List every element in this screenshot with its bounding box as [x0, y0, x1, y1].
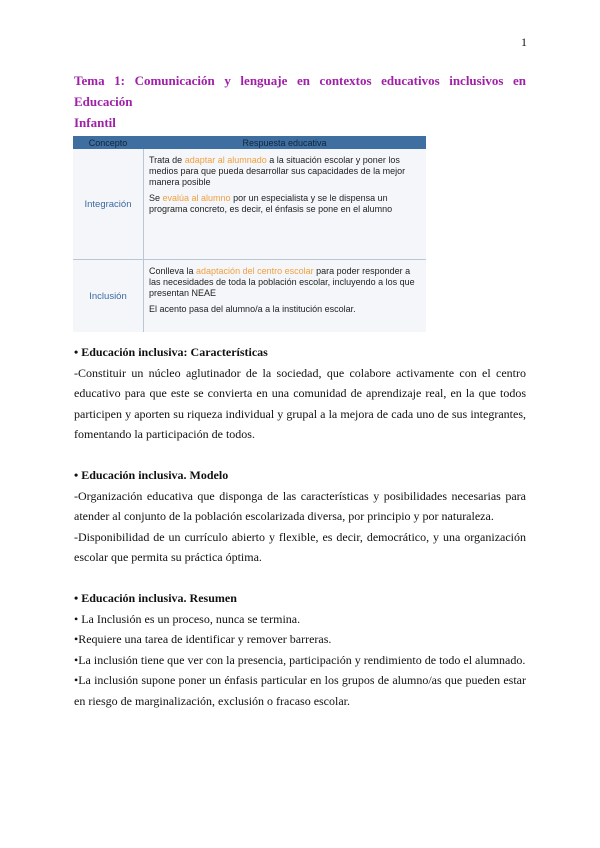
section-heading: • Educación inclusiva. Resumen [74, 591, 237, 605]
response-cell [144, 260, 426, 332]
table-header [73, 136, 426, 149]
response-paragraph: Se evalúa al alumno por un especialista y se le dispensa un programa concreto, es decir, el énfasis se pone en el alumno [149, 193, 393, 214]
table-row [73, 260, 426, 332]
list-item: •Requiere una tarea de identificar y remover barreras. [74, 632, 332, 646]
header-concept: Concepto [88, 137, 128, 148]
concept-table [73, 136, 426, 332]
paragraph: -Disponibilidad de un currículo abierto y flexible, es decir, democrático, y una organización escolar que permita su práctica óptima. [74, 529, 526, 564]
header-response: Respuesta educativa [242, 137, 327, 148]
title-line-2: Infantil [74, 115, 116, 130]
response-cell [144, 149, 426, 259]
list-item: • La Inclusión es un proceso, nunca se termina. [74, 611, 301, 626]
response-paragraph: Trata de adaptar al alumnado a la situación escolar y poner los medios para que pueda desarrollar sus capacidades de la mejor manera posible [149, 155, 406, 187]
concept-cell: Integración [73, 149, 144, 259]
highlight-text: adaptar al alumnado [184, 155, 267, 165]
document-title [74, 70, 526, 133]
section-heading: • Educación inclusiva. Modelo [74, 468, 229, 482]
list-item: •La inclusión tiene que ver con la presencia, participación y rendimiento de todo el alumnado. [74, 652, 526, 667]
title-line-1: Tema 1: Comunicación y lenguaje en contextos educativos inclusivos en Educación [74, 73, 526, 109]
paragraph: -Organización educativa que disponga de las características y posibilidades necesarias para atender al conjunto de la población escolarizada diversa, por principio y por naturaleza. [74, 488, 526, 523]
response-paragraph: Conlleva la adaptación del centro escolar para poder responder a las necesidades de toda la población escolar, incluyendo a los que presentan NEAE [149, 266, 415, 298]
list-item: •La inclusión supone poner un énfasis particular en los grupos de alumno/as que pueden estar en riesgo de marginalización, exclusión o fracaso escolar. [74, 673, 526, 708]
section-heading: • Educación inclusiva: Características [74, 345, 268, 359]
highlight-text: evalúa al alumno [162, 193, 231, 203]
concept-cell: Inclusión [73, 260, 144, 332]
page-number: 1 [521, 35, 527, 49]
paragraph: -Constituir un núcleo aglutinador de la sociedad, que colabore activamente con el centro educativo para que este se convierta en una comunidad de aprendizaje real, en la que todos participen y aporten su riqueza individual y grupal a la mejora de cada uno de sus integrantes, fomentando la participación de todos. [74, 365, 526, 441]
response-paragraph: El acento pasa del alumno/a a la institución escolar. [149, 304, 356, 314]
highlight-text: adaptación del centro escolar [196, 266, 314, 276]
document-body [74, 342, 526, 711]
table-row [73, 149, 426, 260]
